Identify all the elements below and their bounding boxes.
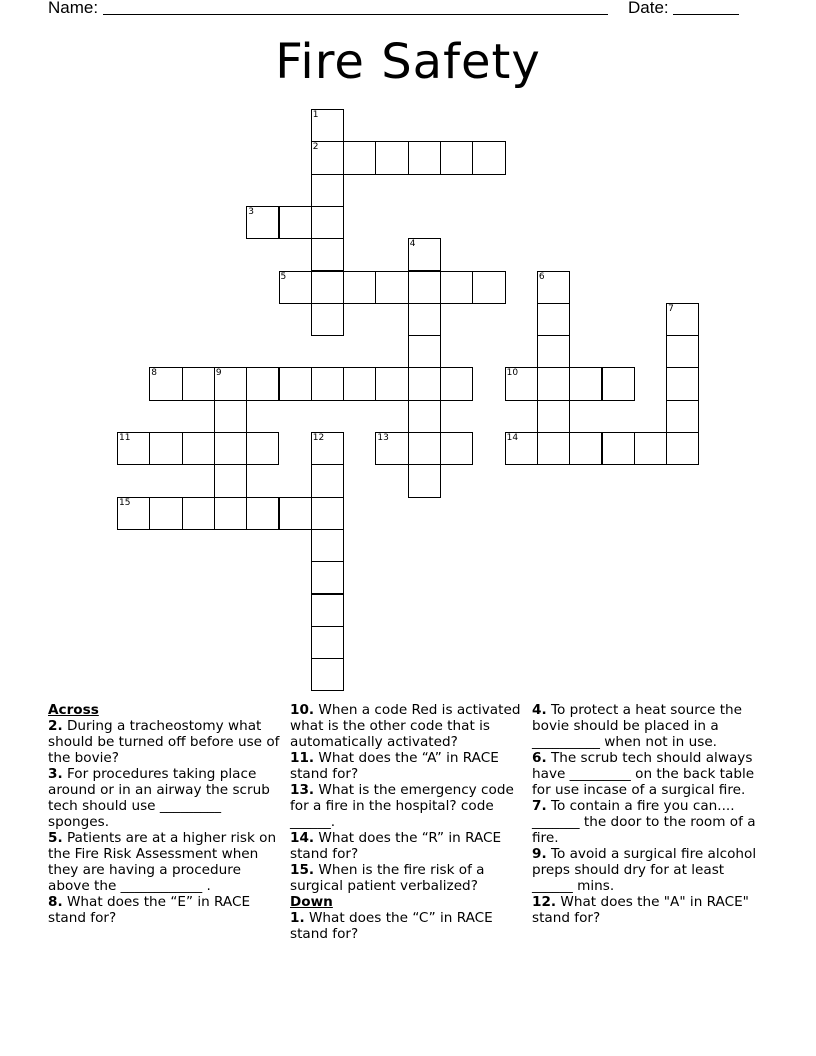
crossword-cell[interactable] (182, 367, 215, 400)
clue-text: When a code Red is activated what is the other code that is automatically activated? (290, 702, 521, 750)
clue-number: 5. (48, 830, 63, 846)
crossword-cell[interactable] (537, 400, 570, 433)
clue-across (48, 718, 284, 766)
clue-text: To avoid a surgical fire alcohol preps should dry for at least ______ mins. (532, 846, 757, 894)
cell-number: 10 (506, 368, 519, 379)
crossword-cell[interactable] (311, 594, 344, 627)
crossword-cell[interactable] (537, 432, 570, 465)
crossword-cell[interactable] (666, 367, 699, 400)
crossword-cell[interactable] (311, 141, 344, 174)
crossword-cell[interactable] (311, 432, 344, 465)
cell-number: 3 (248, 206, 254, 217)
cell-number: 2 (312, 142, 319, 153)
clue-text: Patients are at a higher risk on the Fire Risk Assessment when they are having a procedure above the ____________ . (48, 830, 277, 894)
cell-number: 12 (312, 433, 325, 443)
cell-number: 14 (506, 433, 519, 443)
crossword-cell[interactable] (343, 271, 376, 304)
clues-column-3 (532, 702, 768, 926)
crossword-cell[interactable] (343, 367, 376, 400)
crossword-cell[interactable] (408, 303, 441, 336)
crossword-cell[interactable] (666, 303, 699, 336)
clue-down (532, 750, 768, 798)
crossword-cell[interactable] (279, 206, 312, 239)
crossword-cell[interactable] (311, 109, 344, 142)
clue-across (290, 782, 526, 830)
clue-down (532, 846, 768, 894)
crossword-cell[interactable] (569, 432, 602, 465)
crossword-cell[interactable] (214, 400, 247, 433)
page-title: Fire Safety (275, 34, 541, 90)
clue-number: 13. (290, 782, 315, 798)
clue-across (290, 862, 526, 894)
crossword-cell[interactable] (343, 141, 376, 174)
clue-across (290, 702, 526, 750)
crossword-cell[interactable] (311, 238, 344, 271)
cell-number: 13 (377, 433, 389, 443)
crossword-cell[interactable] (214, 432, 247, 465)
clue-number: 10. (290, 702, 315, 718)
clue-number: 12. (532, 894, 557, 910)
cell-number: 15 (119, 497, 131, 508)
clue-text: What does the “C” in RACE stand for? (290, 910, 493, 942)
crossword-cell[interactable] (246, 432, 279, 465)
crossword-cell[interactable] (440, 141, 473, 174)
clue-down (290, 910, 526, 942)
clue-text: During a tracheostomy what should be turned off before use of the bovie? (48, 718, 280, 766)
crossword-cell[interactable] (408, 238, 441, 271)
clue-text: For procedures taking place around or in an airway the scrub tech should use _________ sponges. (48, 766, 270, 830)
crossword-cell[interactable] (602, 432, 635, 465)
clue-text: What does the "A" in RACE" stand for? (532, 894, 749, 926)
clue-text: What does the “A” in RACE stand for? (290, 750, 499, 782)
crossword-cell[interactable] (182, 432, 215, 465)
clue-number: 9. (532, 846, 547, 862)
crossword-cell[interactable] (408, 432, 441, 465)
crossword-cell[interactable] (408, 464, 441, 497)
crossword-cell[interactable] (440, 271, 473, 304)
cell-number: 11 (119, 433, 131, 443)
crossword-cell[interactable] (214, 464, 247, 497)
crossword-cell[interactable] (246, 206, 279, 239)
crossword-cell[interactable] (311, 174, 344, 207)
crossword-cell[interactable] (375, 432, 408, 465)
clue-number: 7. (532, 798, 547, 814)
crossword-cell[interactable] (214, 497, 247, 530)
crossword-cell[interactable] (375, 141, 408, 174)
clue-text: What does the “R” in RACE stand for? (290, 830, 502, 862)
crossword-cell[interactable] (505, 367, 538, 400)
clues-column-1 (48, 702, 284, 926)
clue-text: To contain a fire you can.... _______ the door to the room of a fire. (532, 798, 756, 846)
clue-number: 6. (532, 750, 547, 766)
crossword-cell[interactable] (569, 367, 602, 400)
cell-number: 5 (280, 271, 287, 282)
crossword-cell[interactable] (472, 141, 505, 174)
crossword-cell[interactable] (311, 271, 344, 304)
name-label: Name: (48, 0, 99, 17)
crossword-cell[interactable] (666, 400, 699, 433)
crossword-cell[interactable] (246, 367, 279, 400)
clue-number: 1. (290, 910, 305, 926)
cell-number: 1 (312, 110, 319, 120)
clue-text: What is the emergency code for a fire in the hospital? code ______. (290, 782, 514, 830)
crossword-cell[interactable] (375, 271, 408, 304)
crossword-cell[interactable] (311, 561, 344, 594)
crossword-cell[interactable] (311, 658, 344, 691)
crossword-cell[interactable] (408, 400, 441, 433)
cell-number: 8 (151, 368, 158, 379)
crossword-cell[interactable] (214, 367, 247, 400)
cell-number: 6 (538, 271, 545, 282)
crossword-cell[interactable] (408, 367, 441, 400)
crossword-cell[interactable] (149, 497, 182, 530)
clue-number: 14. (290, 830, 315, 846)
crossword-cell[interactable] (537, 335, 570, 368)
clue-number: 11. (290, 750, 315, 766)
cell-number: 9 (215, 368, 222, 379)
clue-number: 15. (290, 862, 315, 878)
crossword-cell[interactable] (537, 303, 570, 336)
crossword-cell[interactable] (311, 206, 344, 239)
clue-number: 8. (48, 894, 63, 910)
clue-down (532, 702, 768, 750)
crossword-cell[interactable] (666, 432, 699, 465)
crossword-cell[interactable] (408, 271, 441, 304)
crossword-cell[interactable] (537, 367, 570, 400)
crossword-cell[interactable] (440, 367, 473, 400)
crossword-cell[interactable] (279, 271, 312, 304)
crossword-cell[interactable] (311, 367, 344, 400)
crossword-cell[interactable] (537, 271, 570, 304)
crossword-cell[interactable] (472, 271, 505, 304)
clue-down (532, 798, 768, 846)
crossword-cell[interactable] (117, 432, 150, 465)
crossword-cell[interactable] (279, 497, 312, 530)
clue-across (48, 766, 284, 830)
crossword-cell[interactable] (634, 432, 667, 465)
clues-column-2 (290, 702, 526, 942)
clue-number: 2. (48, 718, 63, 734)
crossword-cell[interactable] (149, 432, 182, 465)
clue-across (48, 830, 284, 894)
crossword-cell[interactable] (666, 335, 699, 368)
clue-down (532, 894, 768, 926)
cell-number: 7 (668, 303, 674, 314)
date-label: Date: (628, 0, 669, 17)
crossword-cell[interactable] (311, 464, 344, 497)
clue-text: The scrub tech should always have _________ on the back table for use incase of a surgical fire. (532, 750, 755, 798)
crossword-cell[interactable] (311, 529, 344, 562)
crossword-cell[interactable] (311, 303, 344, 336)
clue-across (290, 750, 526, 782)
crossword-cell[interactable] (408, 335, 441, 368)
clue-text: To protect a heat source the bovie should be placed in a __________ when not in use. (532, 702, 743, 750)
crossword-cell[interactable] (279, 367, 312, 400)
crossword-cell[interactable] (311, 626, 344, 659)
clue-across (48, 894, 284, 926)
crossword-cell[interactable] (311, 497, 344, 530)
crossword-cell[interactable] (246, 497, 279, 530)
crossword-cell[interactable] (375, 367, 408, 400)
clue-text: When is the fire risk of a surgical patient verbalized? (290, 862, 485, 894)
clue-across (290, 830, 526, 862)
down-heading: Down (290, 894, 333, 910)
crossword-cell[interactable] (408, 141, 441, 174)
clue-text: What does the “E” in RACE stand for? (48, 894, 251, 926)
crossword-cell[interactable] (117, 497, 150, 530)
clue-number: 3. (48, 766, 63, 782)
across-heading: Across (48, 702, 99, 718)
crossword-cell[interactable] (149, 367, 182, 400)
crossword-cell[interactable] (440, 432, 473, 465)
crossword-cell[interactable] (182, 497, 215, 530)
cell-number: 4 (409, 239, 416, 250)
crossword-cell[interactable] (602, 367, 635, 400)
clue-number: 4. (532, 702, 547, 718)
crossword-cell[interactable] (505, 432, 538, 465)
